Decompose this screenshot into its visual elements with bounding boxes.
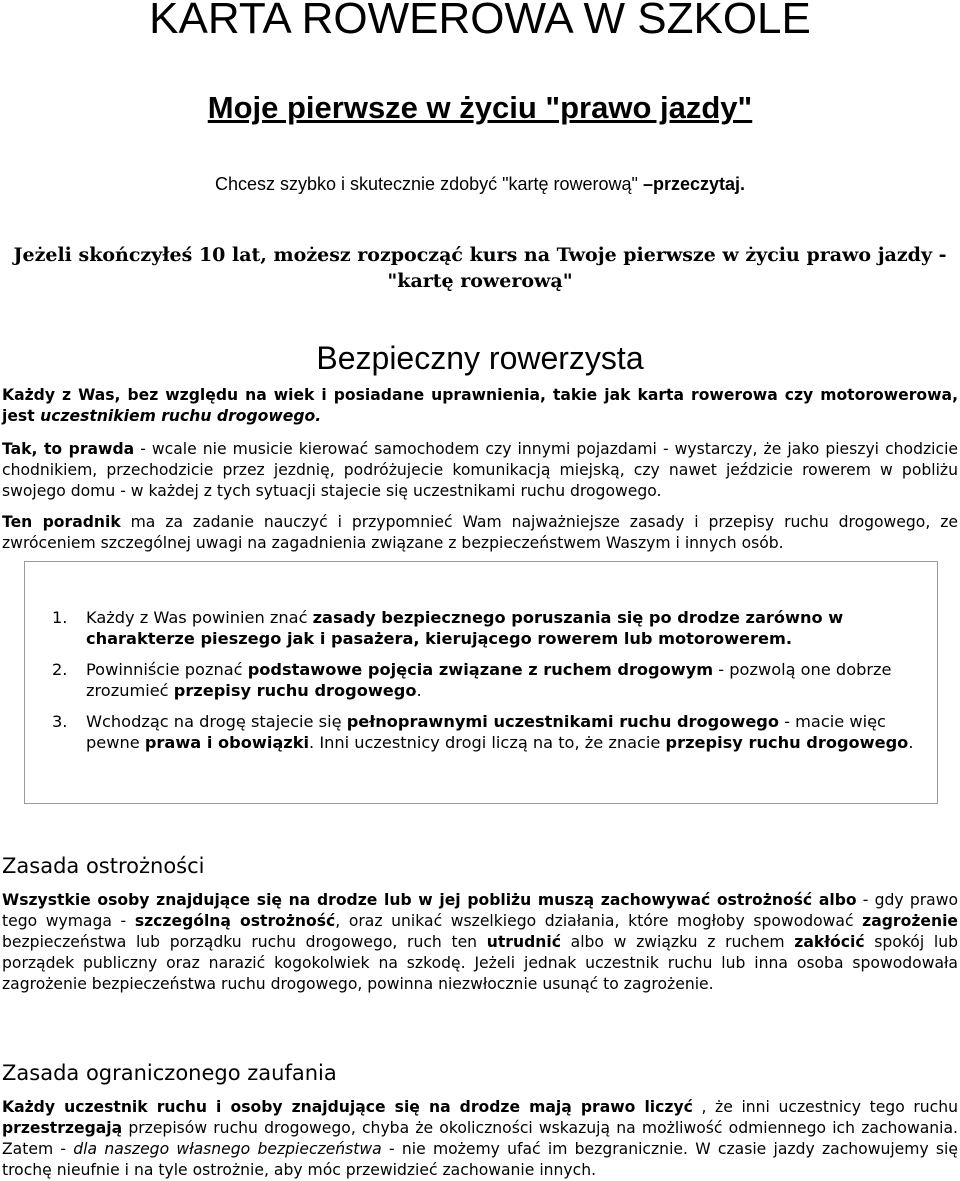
caution-emphasis: utrudnić — [486, 933, 561, 951]
list-text: - macie więc pewne — [86, 712, 886, 752]
trust-emphasis: przestrzegają — [2, 1119, 123, 1137]
caution-text: albo w związku z ruchem — [560, 933, 795, 951]
list-emphasis: pełnoprawnymi uczestnikami ruchu drogowego — [346, 712, 780, 731]
trust-text: , że inni uczestnicy tego ruchu — [692, 1098, 958, 1116]
trust-text: przepisów ruchu drogowego, chyba że okoliczności wskazują na możliwość odmiennego ich zachowania. Zatem - — [2, 1119, 958, 1158]
safe-paragraph-1 — [2, 385, 958, 427]
caution-emphasis: zakłócić — [794, 933, 865, 951]
list-emphasis: prawa i obowiązki — [144, 733, 310, 752]
safe-p1-text: Każdy z Was, bez względu na wiek i posiadane uprawnienia, takie jak karta rowerowa czy motorowerowa, jest — [2, 386, 958, 425]
caution-text: bezpieczeństwa lub porządku ruchu drogowego, ruch ten — [2, 933, 487, 951]
trust-text: - nie możemy ufać im bezgranicznie. W czasie jazdy zachowujemy się trochę nieufnie i na tyle ostrożnie, aby móc przewidzieć zachowanie innych. — [2, 1140, 958, 1179]
caution-emphasis: zagrożenie — [862, 912, 959, 930]
list-text: . — [416, 681, 422, 700]
caution-text: , oraz unikać wszelkiego działania, które mogłoby spowodować — [335, 912, 863, 930]
list-text: - pozwolą one dobrze zrozumieć — [86, 660, 892, 700]
caution-emphasis: Wszystkie osoby znajdujące się na drodze lub w jej pobliżu muszą zachowywać ostrożność albo — [2, 891, 857, 909]
list-number: 1. — [52, 608, 68, 627]
list-emphasis: zasady bezpiecznego poruszania się po drodze zarówno w charakterze pieszego jak i pasażera, kierującego rowerem lub motorowerem. — [86, 608, 844, 648]
caution-text: - gdy prawo tego wymaga - — [2, 891, 958, 930]
list-number: 2. — [52, 660, 68, 679]
caution-emphasis: szczególną ostrożność — [134, 912, 336, 930]
list-text: . — [908, 733, 914, 752]
safe-p3-text: ma za zadanie nauczyć i przypomnieć Wam najważniejsze zasady i przepisy ruchu drogowego, ze zwróceniem szczególnej uwagi na zagadnienia związane z bezpieczeństwem Waszym i innych osób. — [2, 513, 958, 552]
safe-p2-lead: Tak, to prawda — [2, 440, 135, 458]
list-item — [52, 659, 922, 701]
list-item — [52, 711, 922, 753]
list-emphasis: przepisy ruchu drogowego — [173, 681, 417, 700]
safe-paragraph-3 — [2, 512, 958, 554]
caution-paragraph — [2, 890, 958, 995]
list-text: Każdy z Was powinien znać — [86, 608, 313, 627]
trust-paragraph — [2, 1097, 958, 1181]
section-heading-caution: Zasada ostrożności — [2, 854, 205, 878]
intro-text: Chcesz szybko i skutecznie zdobyć "kartę rowerową" — [214, 174, 643, 194]
caution-text: spokój lub porządek publiczny oraz narazić kogokolwiek na szkodę. Jeżeli jednak uczestnik ruchu lub inna osoba spowodowała zagrożenie bezpieczeństwa ruchu drogowego, powinna niezwłocznie usunąć to zagrożenie. — [2, 933, 958, 993]
safe-p1-emphasis: uczestnikiem ruchu drogowego. — [40, 407, 322, 425]
list-emphasis: przepisy ruchu drogowego — [665, 733, 909, 752]
safe-paragraph-2 — [2, 439, 958, 502]
trust-emphasis: Każdy uczestnik ruchu i osoby znajdujące się na drodze mają prawo liczyć — [2, 1098, 693, 1116]
list-emphasis: podstawowe pojęcia związane z ruchem drogowym — [247, 660, 714, 679]
safe-p2-text: - wcale nie musicie kierować samochodem czy innymi pojazdami - wystarczy, że jako pieszyi chodzicie chodnikiem, przechodzicie przez jezdnię, podróżujecie komunikacją miejską, czy nawet jeździcie rowerem w pobliżu swojego domu - w każdej z tych sytuacji stajecie się uczestnikami ruchu drogowego. — [2, 440, 958, 500]
intro-line — [0, 172, 960, 196]
page-subtitle: Moje pierwsze w życiu "prawo jazdy" — [207, 90, 753, 125]
section-heading-trust: Zasada ograniczonego zaufania — [2, 1061, 337, 1085]
list-item — [52, 607, 922, 649]
list-number: 3. — [52, 712, 68, 731]
list-text: Wchodząc na drogę stajecie się — [86, 712, 347, 731]
section-heading-safe-cyclist: Bezpieczny rowerzysta — [316, 340, 644, 376]
list-text: Powinniście poznać — [86, 660, 248, 679]
trust-italic: dla naszego własnego bezpieczeństwa — [73, 1140, 382, 1158]
page-title: KARTA ROWEROWA W SZKOLE — [149, 0, 811, 43]
age-line: Jeżeli skończyłeś 10 lat, możesz rozpocząć kurs na Twoje pierwsze w życiu prawo jazdy - "kartę rowerową" — [13, 244, 947, 292]
safe-p3-lead: Ten poradnik — [2, 513, 121, 531]
list-text: . Inni uczestnicy drogi liczą na to, że znacie — [309, 733, 666, 752]
intro-emphasis: –przeczytaj. — [642, 174, 745, 194]
